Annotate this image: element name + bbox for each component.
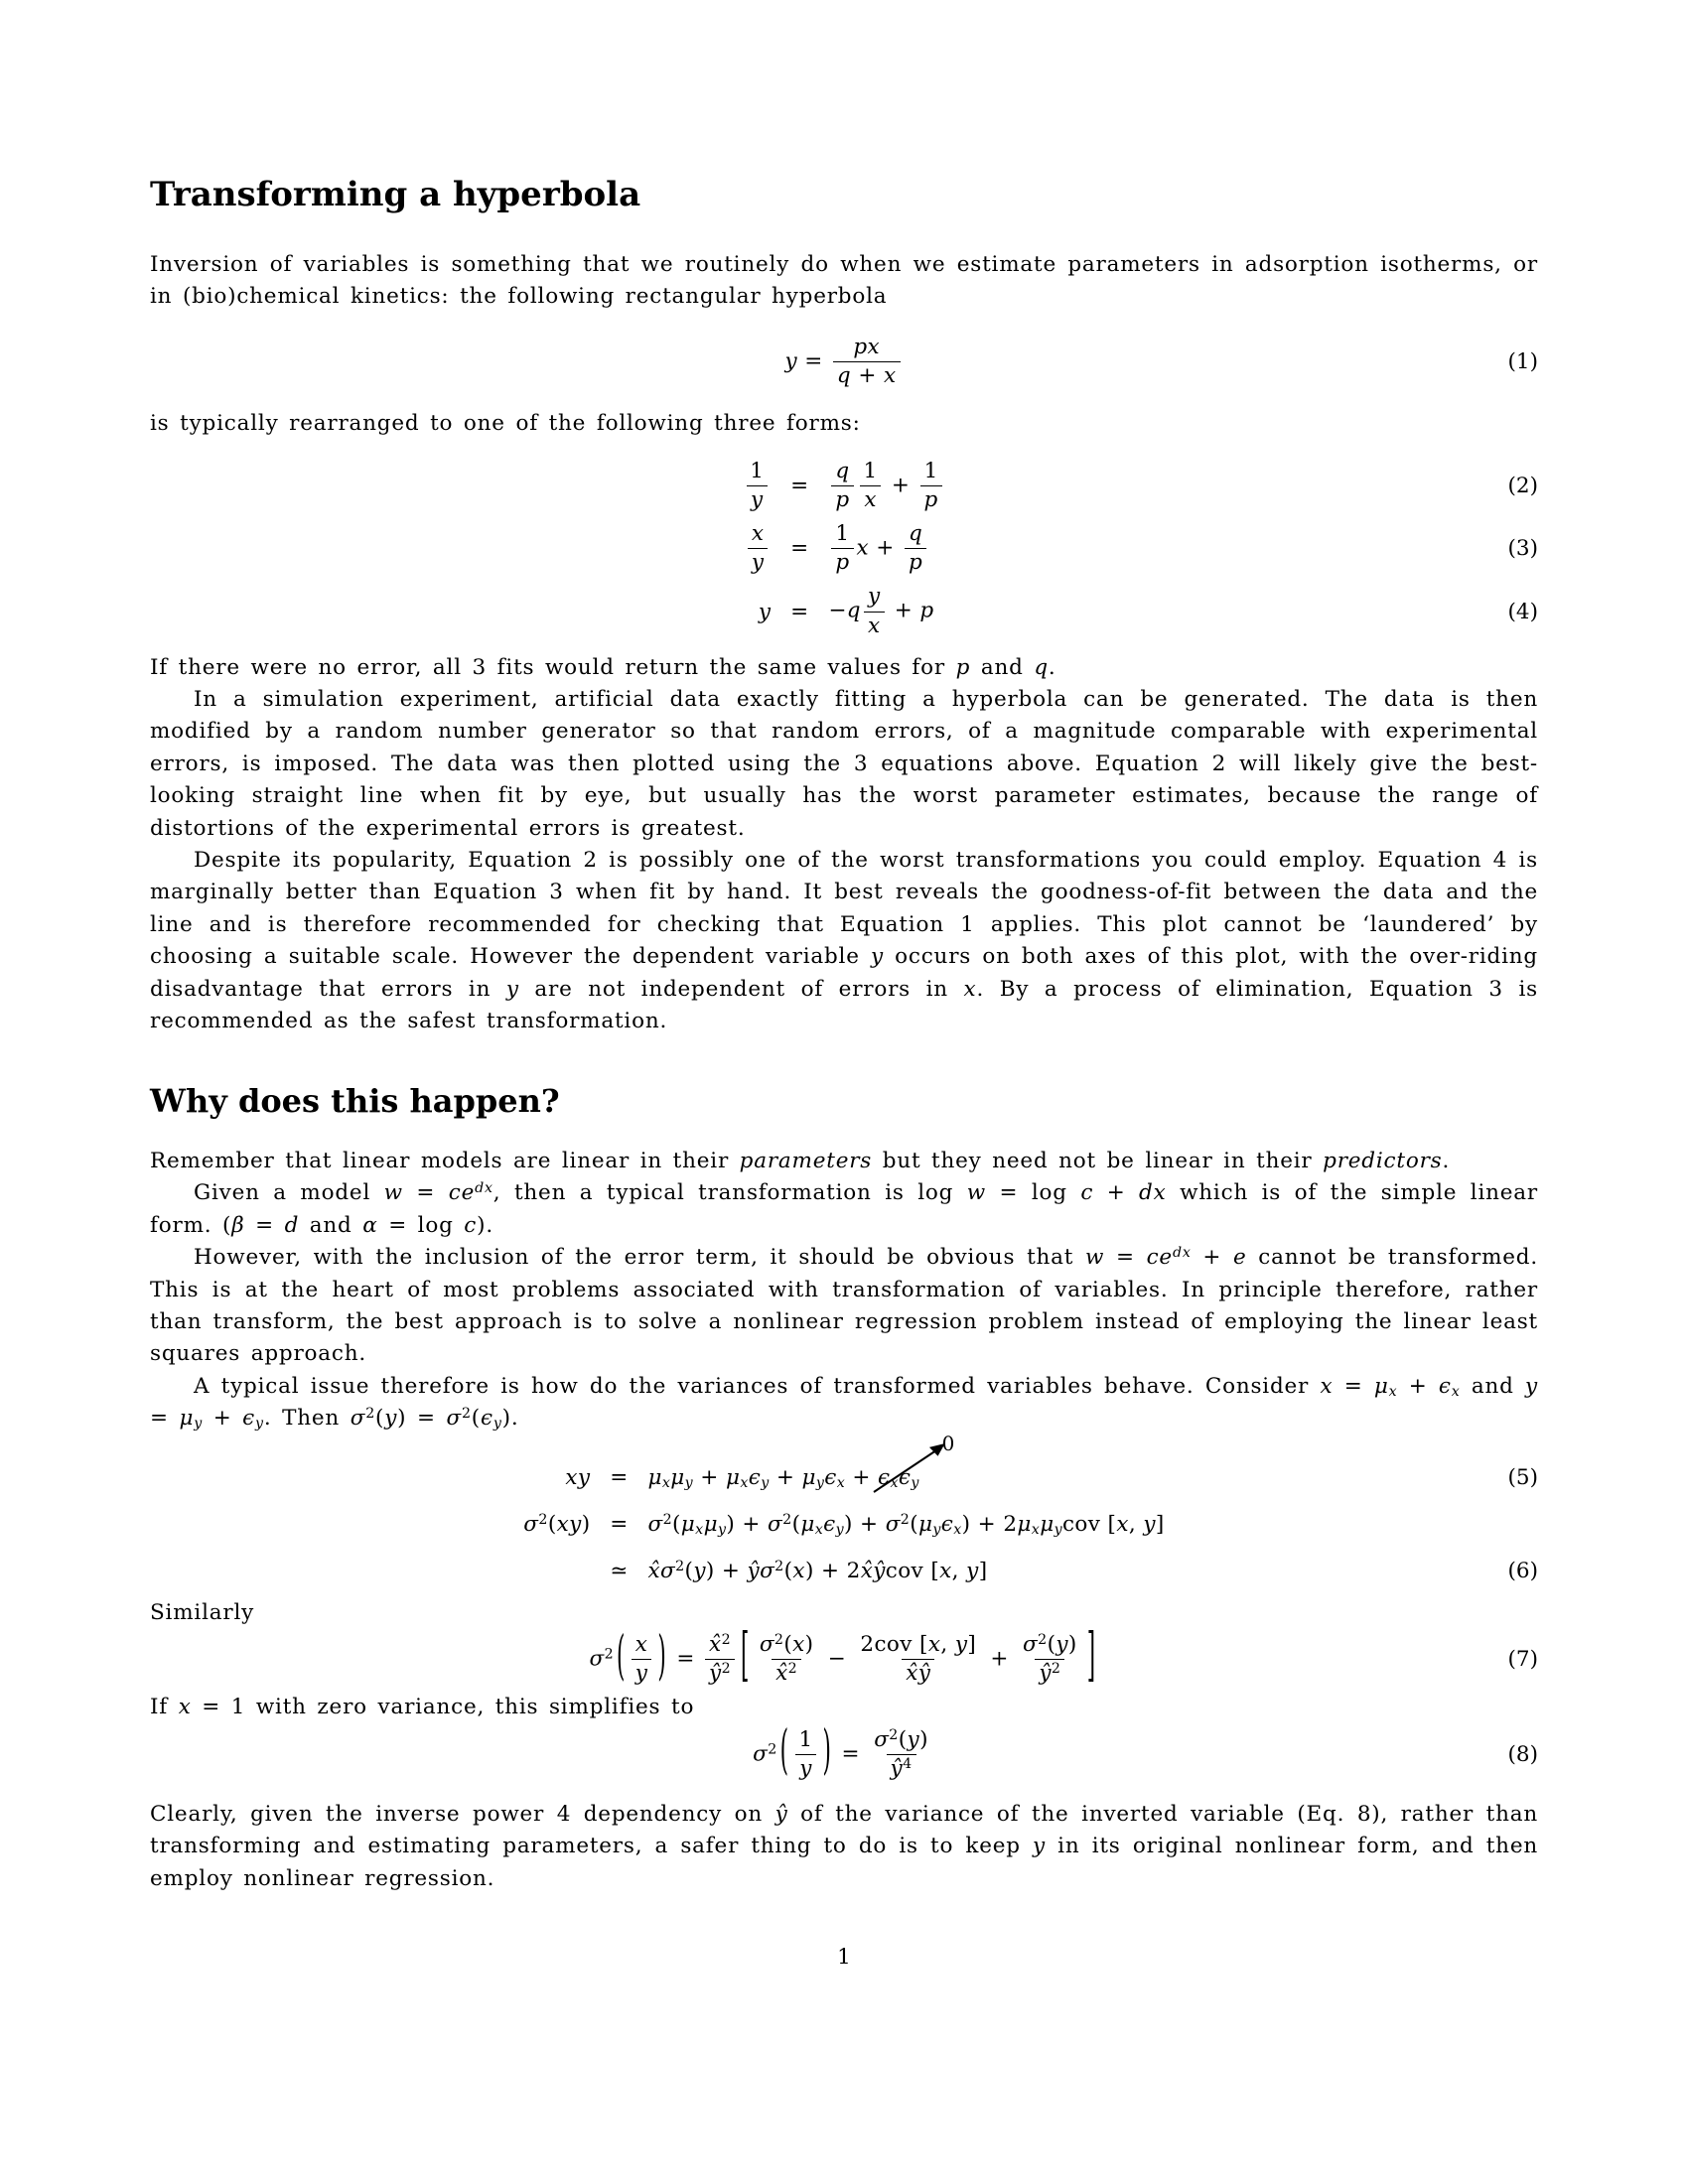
equation-2-lhs: $\frac{1}{y}$ <box>743 460 771 512</box>
equation-5b-lhs: $\sigma^2(xy)$ <box>523 1511 591 1537</box>
equation-5-tag: (5) <box>1507 1464 1538 1490</box>
equation-3-tag-wrap <box>945 536 1538 561</box>
equation-4-lhs: y <box>758 599 772 624</box>
paragraph-despite: Despite its popularity, Equation 2 is possibly one of the worst transformations you could employ. Equation 4 is marginally better than Equation 3 when fit by hand. It best reveals the goodness-of-fit between the data and the line and is therefore recommended for checking that Equation 1 applies. This plot cannot be ‘laundered’ by choosing a suitable scale. However the dependent variable y occurs on both axes of this plot, with the over-riding disadvantage that errors in y are not independent of errors in x. By a process of elimination, Equation 3 is recommended as the safest transformation. <box>150 848 1538 1034</box>
paragraph-typical-issue: A typical issue therefore is how do the variances of transformed variables behave. Consider $x = \mu_x + \epsilon_x$ and $y = \mu_y + \epsilon_y$. Then $\sigma^2(y) = \sigma^2(\epsilon_y)$. <box>150 1373 1538 1433</box>
document-title: Transforming a hyperbola <box>150 175 641 214</box>
paragraph-similarly: Similarly <box>150 1599 255 1625</box>
equation-8 <box>150 1720 1538 1783</box>
equation-6-rhs: $x̂\sigma^2(y)$ + $ŷ\sigma^2(x)$ + 2x̂ŷcov [x, y] <box>647 1558 988 1583</box>
equation-3-relation: = <box>790 536 809 562</box>
equation-4-tag: (4) <box>1507 599 1538 624</box>
paragraph-intro: Inversion of variables is something that we routinely do when we estimate parameters in adsorption isotherms, or in (bio)chemical kinetics: the following rectangular hyperbola <box>150 251 1538 310</box>
paragraph-however: However, with the inclusion of the error term, it should be obvious that $w = ce^{dx} + e$ cannot be transformed. This is at the heart of most problems associated with transformation of variables. In principle therefore, rather than transform, the best approach is to solve a nonlinear regression problem instead of employing the linear least squares approach. <box>150 1245 1538 1367</box>
equation-2-tag-wrap <box>945 474 1538 498</box>
equation-5-tag-wrap <box>1165 1465 1538 1490</box>
text-column <box>150 0 1538 1970</box>
section-heading: Why does this happen? <box>150 1081 560 1120</box>
paragraph-given-model: Given a model $w = ce^{dx}$, then a typical transformation is log w = log c + dx which is of the simple linear form. (β = d and α = log c). <box>150 1180 1539 1238</box>
equation-2-rhs: $\frac{q}{p}$ $\frac{1}{x}$ + $\frac{1}{p}$ <box>828 460 944 512</box>
equation-7-body: $\sigma^2$ ( $\frac{x}{y}$ ) = $\frac{x̂^2}{ŷ^2}$ [ $\frac{\sigma^2(x)}{x̂^2}$ − $\frac{\text{2cov [x, y]}}{x̂ŷ}$ + $\frac{\sigma^2(y)}{ŷ^2}$ ] <box>589 1622 1096 1691</box>
equation-5-rhs: $\mu_x\mu_y + \mu_x\epsilon_y + \mu_y\epsilon_x + \epsilon_x\epsilon_y$ 0 <box>647 1431 955 1491</box>
equation-6-tag: (6) <box>1507 1558 1538 1583</box>
paragraph-remember: Remember that linear models are linear in their parameters but they need not be linear in their predictors. <box>150 1148 1451 1173</box>
equation-1 <box>150 336 1538 388</box>
equation-2-tag: (2) <box>1507 474 1538 499</box>
equation-3-lhs: $\frac{x}{y}$ <box>745 522 772 575</box>
equation-7 <box>150 1622 1538 1691</box>
equation-7-tag-wrap <box>1099 1647 1539 1672</box>
equation-7-tag: (7) <box>1507 1647 1538 1673</box>
equation-1-tag-wrap <box>904 349 1538 374</box>
equation-3-rhs: $\frac{1}{p}$ x + $\frac{q}{p}$ <box>828 522 929 575</box>
equation-5-relation: = <box>610 1464 629 1490</box>
equation-4-relation: = <box>790 599 809 624</box>
equation-group-2-4 <box>150 460 1538 637</box>
equation-5-lhs: xy <box>565 1464 591 1490</box>
equation-8-body: $\sigma^2$ ( $\frac{1}{y}$ ) = $\frac{\sigma^2(y)}{ŷ^4}$ <box>753 1720 928 1783</box>
paragraph-no-error: If there were no error, all 3 fits would return the same values for p and q. <box>150 654 1056 680</box>
equation-6-relation: ≃ <box>610 1558 629 1583</box>
equation-group-5-6 <box>150 1431 1538 1583</box>
paragraph-simulation: In a simulation experiment, artificial data exactly fitting a hyperbola can be generated. The data is then modified by a random number generator so that random errors, of a magnitude comparable with experimental errors, is imposed. The data was then plotted using the 3 equations above. Equation 2 will likely give the best-looking straight line when fit by eye, but usually has the worst parameter estimates, because the range of distortions of the experimental errors is greatest. <box>150 687 1538 841</box>
equation-8-tag-wrap <box>935 1742 1538 1767</box>
equation-2-relation: = <box>790 474 809 499</box>
equation-3-tag: (3) <box>1507 536 1538 562</box>
equation-1-tag: (1) <box>1507 348 1538 374</box>
equation-8-tag: (8) <box>1507 1741 1538 1767</box>
paragraph-clearly: Clearly, given the inverse power 4 dependency on ŷ of the variance of the inverted variable (Eq. 8), rather than transforming and estimating parameters, a safer thing to do is to keep y in its original nonlinear form, and then employ nonlinear regression. <box>150 1801 1538 1891</box>
equation-4-tag-wrap <box>945 600 1538 624</box>
equation-1-body: y = $\frac{px}{q + x}$ <box>784 336 903 388</box>
equation-5b-rhs: $\sigma^2(\mu_x\mu_y) + \sigma^2(\mu_x\epsilon_y) + \sigma^2(\mu_y\epsilon_x) + 2\mu_x\mu_ycov$ [x, y] <box>647 1511 1165 1538</box>
equation-4-rhs: −q $\frac{y}{x}$ + p <box>828 584 934 638</box>
page-number: 1 <box>837 1944 851 1970</box>
paragraph-rearranged: is typically rearranged to one of the following three forms: <box>150 410 861 436</box>
paragraph-zero-variance: If x = 1 with zero variance, this simplifies to <box>150 1695 695 1720</box>
equation-5b-relation: = <box>610 1511 629 1537</box>
equation-6-tag-wrap <box>1165 1559 1538 1583</box>
